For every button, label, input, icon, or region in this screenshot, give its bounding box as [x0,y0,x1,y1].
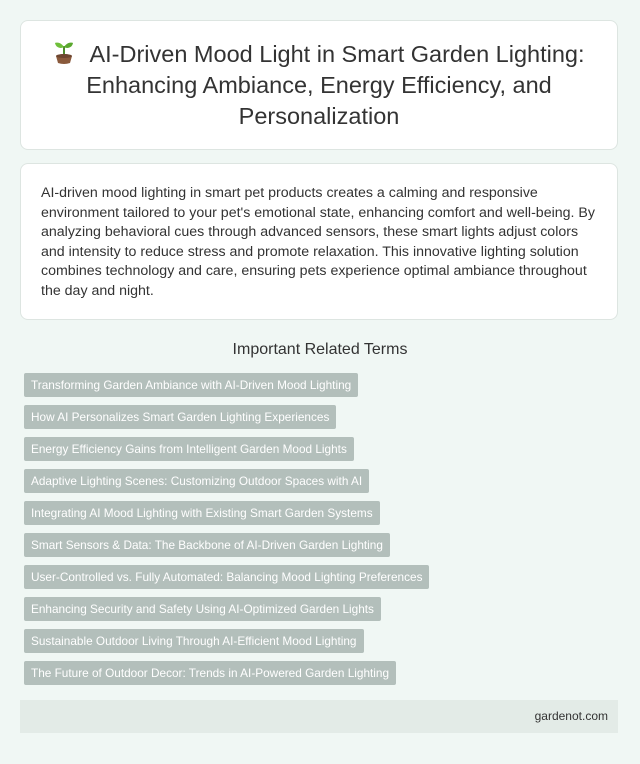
related-terms-heading: Important Related Terms [232,341,408,358]
sprout-icon [53,39,75,65]
related-term-link[interactable]: Sustainable Outdoor Living Through AI-Efficient Mood Lighting [24,629,364,653]
related-term-link[interactable]: The Future of Outdoor Decor: Trends in AI-Powered Garden Lighting [24,661,396,685]
related-term-item [24,565,620,589]
related-term-item [24,373,620,397]
summary-card [20,163,618,320]
related-term-item [24,533,620,557]
related-term-link[interactable]: Smart Sensors & Data: The Backbone of AI-Driven Garden Lighting [24,533,390,557]
page-title [45,39,593,132]
related-term-item [24,661,620,685]
related-term-link[interactable]: Adaptive Lighting Scenes: Customizing Outdoor Spaces with AI [24,469,369,493]
footer-site-link[interactable]: gardenot.com [534,709,608,723]
related-term-item [24,501,620,525]
related-term-link[interactable]: How AI Personalizes Smart Garden Lighting Experiences [24,405,336,429]
related-term-item [24,597,620,621]
related-term-link[interactable]: User-Controlled vs. Fully Automated: Balancing Mood Lighting Preferences [24,565,429,589]
related-term-item [24,629,620,653]
related-term-item [24,469,620,493]
related-term-link[interactable]: Transforming Garden Ambiance with AI-Driven Mood Lighting [24,373,358,397]
related-term-item [24,437,620,461]
related-terms-list [24,373,620,693]
title-card [20,20,618,150]
related-term-link[interactable]: Energy Efficiency Gains from Intelligent Garden Mood Lights [24,437,354,461]
footer [20,700,618,733]
related-term-item [24,405,620,429]
summary-text: AI-driven mood lighting in smart pet products creates a calming and responsive environment tailored to your pet's emotional state, enhancing comfort and well-being. By analyzing behavioral cues through advanced sensors, these smart lights adjust colors and intensity to reduce stress and promote relaxation. This innovative lighting solution combines technology and care, ensuring pets experience optimal ambiance throughout the day and night. [41,185,595,299]
related-term-link[interactable]: Integrating AI Mood Lighting with Existing Smart Garden Systems [24,501,380,525]
related-term-link[interactable]: Enhancing Security and Safety Using AI-Optimized Garden Lights [24,597,381,621]
page-title-text: AI-Driven Mood Light in Smart Garden Lighting: Enhancing Ambiance, Energy Efficiency, and Personalization [86,40,585,129]
